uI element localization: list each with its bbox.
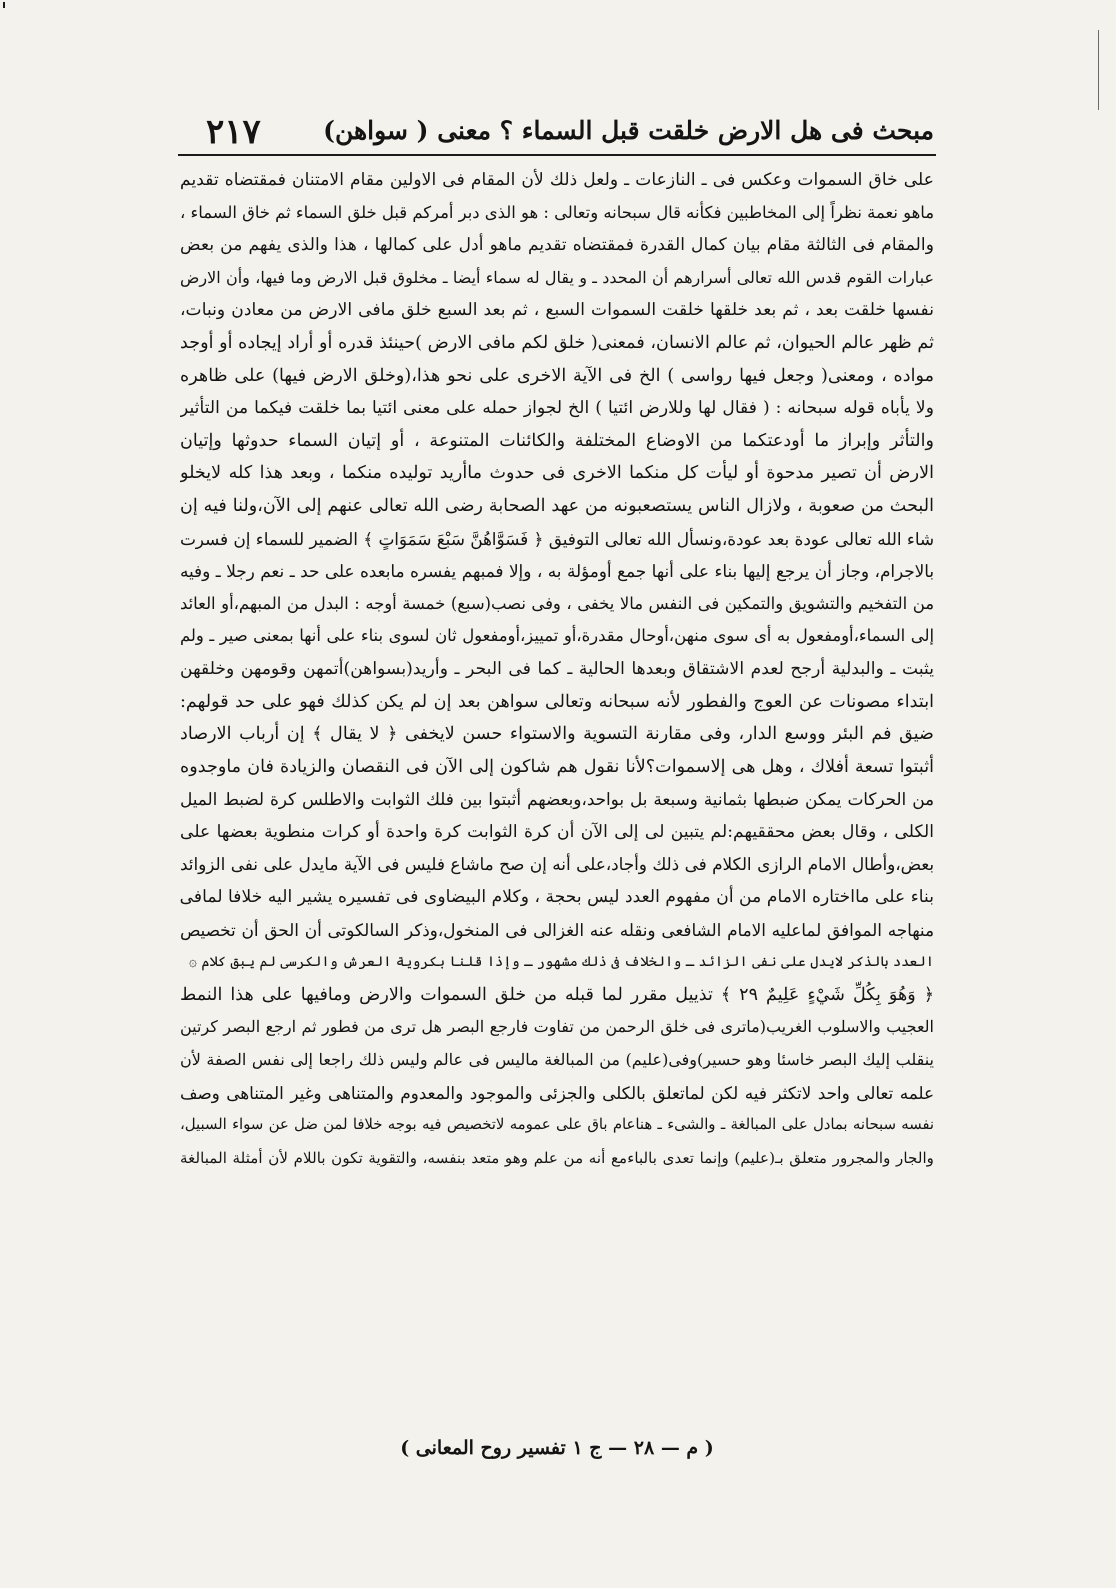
text-line: ابتداء مصونات عن العوج والفطور لأنه سبحانه وتعالى سواهن بعد إن لم يكن كذلك فهو على حد قولهم: xyxy=(180,691,934,712)
text-line: بالاجرام، وجاز أن يرجع إليها بناء على أنها جمع أومؤلة به ، وإلا فمبهم يفسره مابعده على حد ـ نعم رجلا ـ وفيه xyxy=(180,561,934,582)
text-line: منهاجه الموافق لماعليه الامام الشافعى ونقله عنه الغزالى فى المنخول،وذكر السالكوتى أن الحق أن تخصيص xyxy=(180,919,934,940)
text-line: الارض أن تصير مدحوة أو ليأت كل منكما الاخرى فى حدوث ماأريد توليده منكما ، وبعد هذا كله لايخلو xyxy=(180,463,934,484)
running-header xyxy=(182,112,934,156)
text-line: ضيق فم البئر ووسع الدار، وفى مقارنة التسوية والاستواء حسن لايخفى ﴿ لا يقال ﴾ إن أرباب الارصاد xyxy=(180,724,934,745)
scan-edge-mark xyxy=(3,2,5,8)
text-line: من التفخيم والتشويق والتمكين فى النفس مالا يخفى ، وفى نصب(سبع) خمسة أوجه : البدل من المبهم،أو العائد xyxy=(180,593,934,613)
text-line: ينقلب إليك البصر خاسئا وهو حسير)وفى(عليم) من المبالغة ماليس فى عالم وليس ذلك راجعا إلى نفس الصفة لأن xyxy=(180,1050,934,1070)
text-line: والجار والمجرور متعلق بـ(عليم) وإنما تعدى بالباءمع أنه من علم وهو متعد بنفسه، والتقوية تكون باللام لأن أمثلة المبالغة xyxy=(180,1148,934,1167)
header-divider xyxy=(178,154,936,156)
text-line: مواده ، ومعنى( وجعل فيها رواسى ) الخ فى الآية الاخرى على نحو هذا،(وخلق الارض فيها) على ظاهره xyxy=(180,365,934,386)
text-line: العدد بالذكر لايدل على نفى الزائد ـ والخلاف فى ذلك مشهور ـ وإذا قلنا بكروية العرش والكرسى لم يبق كلام ۞ xyxy=(188,954,934,971)
text-line: العجيب والاسلوب الغريب(ماترى فى خلق الرحمن من تفاوت فارجع البصر هل ترى من فطور ثم ارجع البصر كرتين xyxy=(180,1017,934,1037)
text-line: الكلى ، وقال بعض محققيهم:لم يتبين لى إلى الآن أن كرة الثوابت كرة واحدة أو كرات منطوية بعضها على xyxy=(180,821,934,842)
page-footer: ( م — ٢٨ — ج ١ تفسير روح المعانى ) xyxy=(400,1437,714,1459)
text-line: أثبتوا تسعة أفلاك ، وهل هى إلاسموات؟لأنا نقول هم شاكون إلى الآن فى النقصان والزيادة فان ماوجدوه xyxy=(180,756,934,777)
text-line: إلى السماء،أومفعول به أى سوى منهن،أوحال مقدرة،أو تمييز،أومفعول ثان لسوى بناء على أنها بمعنى صير ـ ولم xyxy=(180,626,934,646)
text-line: نفسه سبحانه بمادل على المبالغة ـ والشىء ـ هناعام باق على عمومه لاتخصيص فيه بوجه خلافا لمن ضل عن سواء السبيل، xyxy=(180,1116,934,1134)
text-line: شاء الله تعالى عودة بعد عودة،ونسأل الله تعالى التوفيق ﴿ فَسَوَّاهُنَّ سَبْعَ سَمَوَاتٍ ﴾ الضمير للسماء إن فسرت xyxy=(180,528,934,549)
text-line: البحث من صعوبة ، ولازال الناس يستصعبونه من عهد الصحابة رضى الله تعالى عنهم إلى الآن،ولنا فيه إن xyxy=(180,495,934,516)
text-line: من الحركات يمكن ضبطها بثمانية وسبعة بل بواحد،وبعضهم أثبتوا بين فلك الثوابت والاطلس كرة لضبط الميل xyxy=(180,789,934,810)
text-line: نفسها خلقت بعد ، ثم بعد خلقها خلقت السموات السبع ، ثم بعد السبع خلق مافى الارض من معادن ونبات، xyxy=(180,300,934,321)
page-number: ٢١٧ xyxy=(206,112,261,152)
text-line: ماهو نعمة نظراً إلى المخاطبين فكأنه قال سبحانه وتعالى : هو الذى دبر أمركم قبل خلق السماء ثم خاق السماء ، xyxy=(180,202,934,222)
text-line: عبارات القوم قدس الله تعالى أسرارهم أن المحدد ـ و يقال له سماء أيضا ـ مخلوق قبل الارض وما فيها، وأن الارض xyxy=(180,267,934,287)
main-text xyxy=(180,164,934,1174)
text-line: والمقام فى الثالثة مقام بيان كمال القدرة فمقتضاه تقديم ماهو أدل على كمالها ، هذا والذى يفهم من بعض xyxy=(180,235,934,256)
text-line: ﴿ وَهُوَ بِكُلِّ شَيْءٍ عَلِيمٌ ٢٩ ﴾ تذييل مقرر لما قبله من خلق السموات والارض ومافيها على هذا النمط xyxy=(180,984,934,1005)
scan-edge-mark xyxy=(1098,30,1099,110)
text-line: بناء على مااختاره الامام من أن مفهوم العدد ليس بحجة ، وكلام البيضاوى فى تفسيره يشير اليه خلافا لمافى xyxy=(180,887,934,908)
text-line: ولا يأباه قوله سبحانه : ( فقال لها وللارض ائتيا ) الخ لجواز حمله على معنى ائتيا بما خلقت فيكما من التأثير xyxy=(180,398,934,419)
text-line: علمه تعالى واحد لاتكثر فيه لكن لماتعلق بالكلى والجزئى والموجود والمعدوم والمتناهى وغير المتناهى وصف xyxy=(180,1082,934,1103)
text-line: ثم ظهر عالم الحيوان، ثم عالم الانسان، فمعنى( خلق لكم مافى الارض )حينئذ قدره أو أراد إيجاده أو أوجد xyxy=(180,332,934,353)
text-line: على خاق السموات وعكس فى ـ النازعات ـ ولعل ذلك لأن المقام فى الاولين مقام الامتنان فمقتضاه تقديم xyxy=(180,170,934,190)
text-line: بعض،وأطال الامام الرازى الكلام فى ذلك وأجاد،على أنه إن صح ماشاع فليس فى الآية مايدل على نفى الزوائد xyxy=(180,854,934,875)
header-title: مبحث فى هل الارض خلقت قبل السماء ؟ معنى ( سواهن) xyxy=(323,116,934,145)
text-line: والتأثر وإبراز ما أودعتكما من الاوضاع المختلفة والكائنات المتنوعة ، أو إتيان السماء حدوثها وإتيان xyxy=(180,430,934,451)
text-line: يثبت ـ والبدلية أرجح لعدم الاشتقاق وبعدها الحالية ـ كما فى البحر ـ وأريد(بسواهن)أتمهن وقومهن وخلقهن xyxy=(180,658,934,679)
